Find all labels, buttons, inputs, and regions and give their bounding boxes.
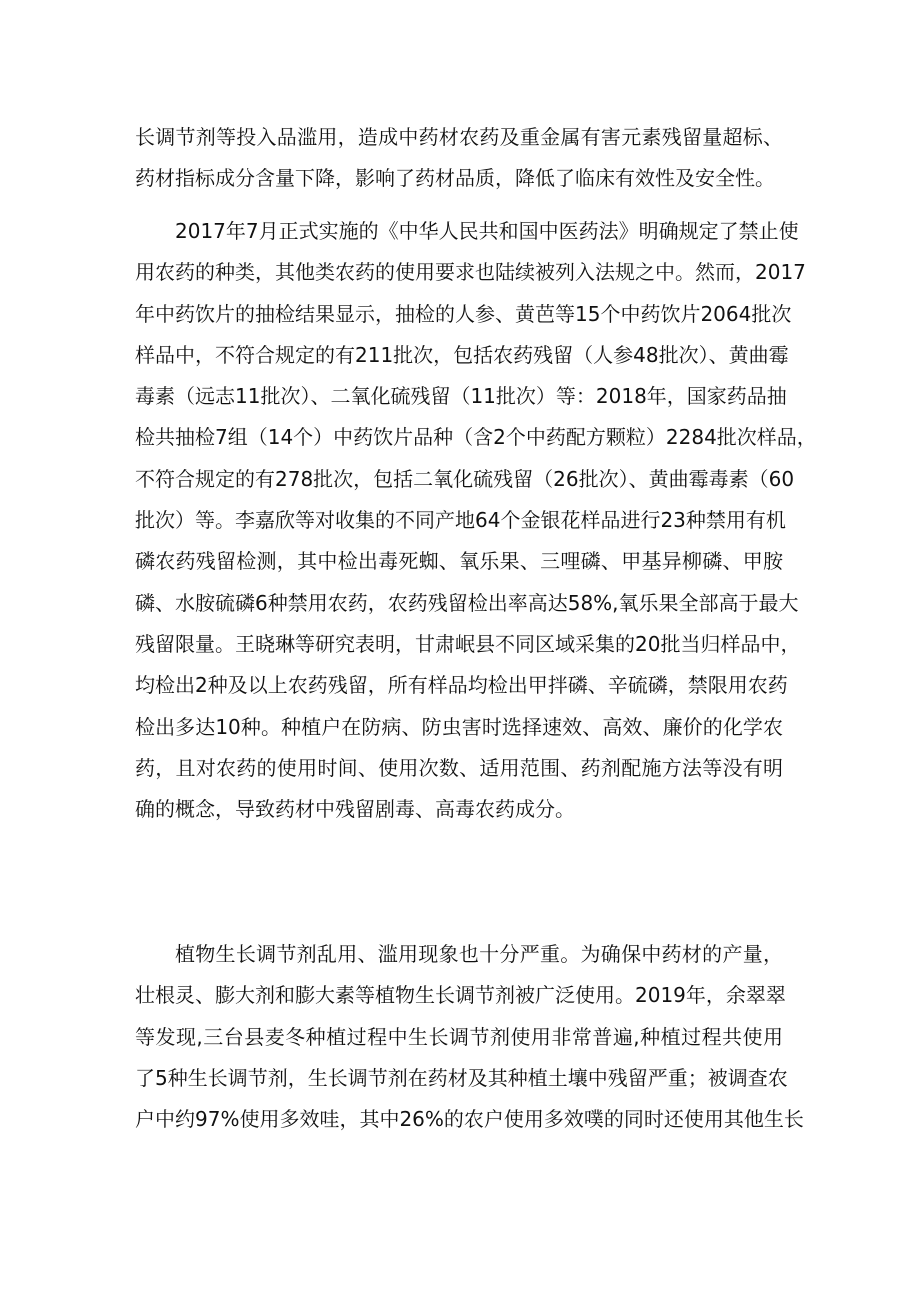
paragraph-line: 检出多达10种。种植户在防病、防虫害时选择速效、高效、廉价的化学农 xyxy=(135,714,783,739)
paragraph-line: 年中药饮片的抽检结果显示，抽检的人参、黄芭等15个中药饮片2064批次 xyxy=(135,301,792,326)
paragraph-2 xyxy=(135,211,817,830)
paragraph-1 xyxy=(135,117,783,200)
paragraph-line: 户中约97%使用多效哇，其中26%的农户使用多效噗的同时还使用其他生长 xyxy=(135,1107,804,1132)
paragraph-line: 药材指标成分含量下降，影响了药材品质，降低了临床有效性及安全性。 xyxy=(135,166,775,191)
paragraph-line: 磷、水胺硫磷6种禁用农药，农药残留检出率高达58%,氧乐果全部高于最大 xyxy=(135,590,799,615)
paragraph-line: 长调节剂等投入品滥用，造成中药材农药及重金属有害元素残留量超标、 xyxy=(135,125,783,149)
paragraph-line: 确的概念，导致药材中残留剧毒、高毒农药成分。 xyxy=(135,797,575,822)
paragraph-line: 毒素（远志11批次）、二氧化硫残留（11批次）等：2018年，国家药品抽 xyxy=(135,384,787,409)
paragraph-line: 不符合规定的有278批次，包括二氧化硫残留（26批次）、黄曲霉毒素（60 xyxy=(135,466,795,491)
paragraph-line: 植物生长调节剂乱用、滥用现象也十分严重。为确保中药材的产量， xyxy=(175,942,783,966)
paragraph-line: 了5种生长调节剂，生长调节剂在药材及其种植土壤中残留严重；被调查农 xyxy=(135,1065,788,1090)
paragraph-line: 样品中，不符合规定的有211批次，包括农药残留（人参48批次）、黄曲霉 xyxy=(135,342,789,367)
paragraph-line: 2017年7月正式实施的《中华人民共和国中医药法》明确规定了禁止使 xyxy=(175,219,799,243)
paragraph-line: 检共抽检7组（14个）中药饮片品种（含2个中药配方颗粒）2284批次样品， xyxy=(135,425,817,450)
paragraph-line: 药，且对农药的使用时间、使用次数、适用范围、药剂配施方法等没有明 xyxy=(135,755,783,780)
paragraph-line: 壮根灵、膨大剂和膨大素等植物生长调节剂被广泛使用。2019年，余翠翠 xyxy=(135,983,786,1008)
paragraph-line: 批次）等。李嘉欣等对收集的不同产地64个金银花样品进行23种禁用有机 xyxy=(135,508,786,533)
paragraph-3 xyxy=(135,934,804,1140)
paragraph-line: 均检出2种及以上农药残留，所有样品均检出甲拌磷、辛硫磷，禁限用农药 xyxy=(135,673,788,698)
paragraph-line: 等发现,三台县麦冬种植过程中生长调节剂使用非常普遍,种植过程共使用 xyxy=(135,1024,783,1049)
paragraph-line: 用农药的种类，其他类农药的使用要求也陆续被列入法规之中。然而，2017 xyxy=(135,260,806,285)
paragraph-line: 残留限量。王晓琳等研究表明，甘肃岷县不同区域采集的20批当归样品中， xyxy=(135,631,801,656)
paragraph-line: 磷农药残留检测，其中检出毒死蜘、氧乐果、三哩磷、甲基异柳磷、甲胺 xyxy=(135,549,783,574)
